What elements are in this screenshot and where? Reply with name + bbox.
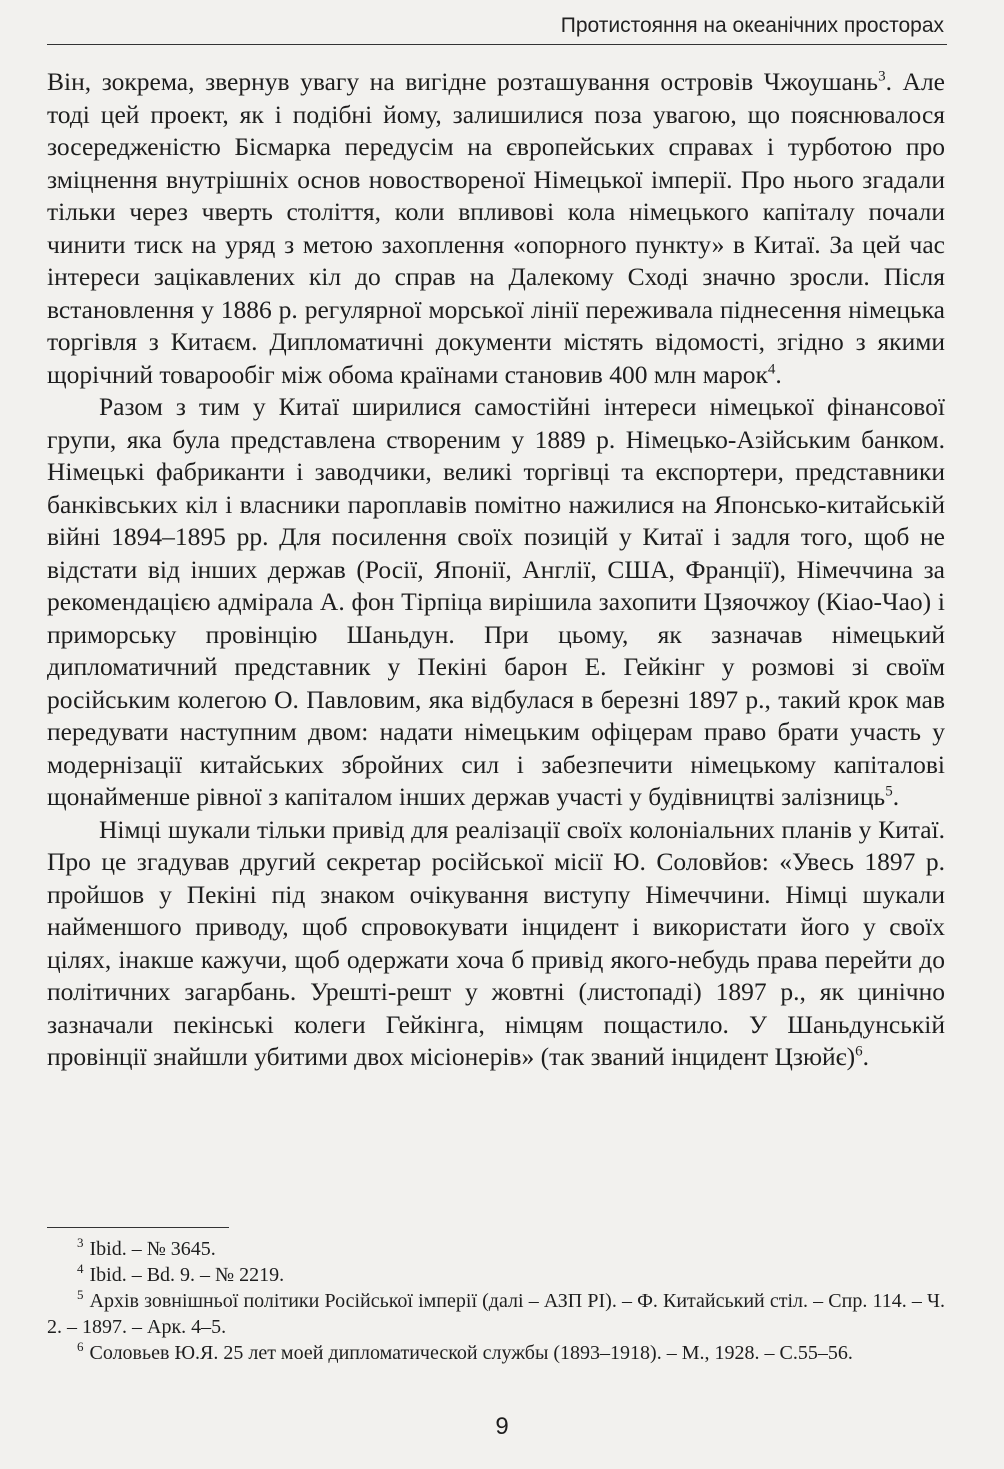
footnote-6	[47, 1340, 945, 1366]
footnote-ref-4: 4	[767, 361, 776, 377]
footnote-text: Соловьев Ю.Я. 25 лет моей дипломатической службы (1893–1918). – М., 1928. – С.55–56.	[89, 1342, 853, 1364]
paragraph-2-text: Разом з тим у Китаї ширилися самостійні інтереси німецької фінансової групи, яка була представлена створеним у 1889 р. Німецько-Азійським банком. Німецькі фабриканти і заводчики, великі торгівці та експортери, представники банківських кіл і власники пароплавів помітно нажилися на Японсько-китайській війні 1894–1895 рр. Для посилення своїх позицій у Китаї і задля того, щоб не відстати від інших держав (Росії, Японії, Англії, США, Франції), Німеччина за рекомендацією адмірала А. фон Тірпіца вирішила захопити Цзяочжоу (Кіао-Чао) і приморську провінцію Шаньдун. При цьому, як зазначав німецький дипломатичний представник у Пекіні барон Е. Гейкінг у розмові зі своїм російським колегою О. Павловим, яка відбулася в березні 1897 р., такий крок мав передувати наступним двом: надати німецьким офіцерам право брати участь у модернізації китайських збройних сил і забезпечити німецькому капіталові щонайменше рівної з капіталом інших держав участі у будівництві залізниць	[47, 392, 945, 811]
footnote-text: Архів зовнішньої політики Російської імперії (далі – АЗП РІ). – Ф. Китайський стіл. – Спр. 114. – Ч. 2. – 1897. – Арк. 4–5.	[47, 1290, 945, 1338]
body-text	[47, 66, 945, 1074]
footnote-ref-6: 6	[855, 1043, 863, 1060]
paragraph-1-end: .	[775, 359, 782, 389]
footnote-4	[47, 1262, 945, 1288]
footnote-text: Ibid. – № 3645.	[89, 1238, 216, 1260]
paragraph-1	[47, 66, 945, 391]
header-rule	[47, 44, 947, 45]
footnote-number: 6	[77, 1339, 84, 1355]
paragraph-3	[47, 814, 945, 1074]
running-head: Протистояння на океанічних просторах	[560, 14, 944, 37]
footnote-number: 3	[77, 1235, 84, 1251]
paragraph-1-text-2: . Але тоді цей проект, як і подібні йому, залишилися поза увагою, що пояснювалося зосередженістю Бісмарка передусім на європейських справах і турботою про зміцнення внутрішніх основ новоствореної Німецької імперії. Про нього згадали тільки через чверть століття, коли впливові кола німецького капіталу почали чинити тиск на уряд з метою захоплення «опорного пункту» в Китаї. За цей час інтереси зацікавлених кіл до справ на Далекому Сході значно зросли. Після встановлення у 1886 р. регулярної морської лінії переживала піднесення німецька торгівля з Китаєм. Дипломатичні документи містять відомості, згідно з якими щорічний товарообіг між обома країнами становив 400 млн марок	[47, 67, 945, 389]
footnote-text: Ibid. – Bd. 9. – № 2219.	[89, 1264, 285, 1286]
paragraph-3-end: .	[862, 1042, 869, 1071]
footnote-ref-5: 5	[885, 783, 893, 800]
paragraph-2-end: .	[892, 782, 900, 811]
footnote-rule	[47, 1227, 229, 1228]
footnote-number: 4	[77, 1261, 84, 1277]
footnotes	[47, 1236, 945, 1366]
footnote-5	[47, 1288, 945, 1340]
footnote-number: 5	[77, 1287, 84, 1303]
paragraph-2	[47, 391, 945, 814]
footnote-ref-3: 3	[878, 68, 886, 85]
paragraph-3-text: Німці шукали тільки привід для реалізації своїх колоніальних планів у Китаї. Про це згадував другий секретар російської місії Ю. Соловйов: «Увесь 1897 р. пройшов у Пекіні під знаком очікування виступу Німеччини. Німці шукали найменшого приводу, щоб спровокувати інцидент і використати його у своїх цілях, інакше кажучи, щоб одержати хоча б привід якого-небудь права перейти до політичних загарбань. Урешті-решт у жовтні (листопаді) 1897 р., як цинічно зазначали пекінські колеги Гейкінга, німцям пощастило. У Шаньдунській провінції знайшли убитими двох місіонерів» (так званий інцидент Цзюйє)	[47, 814, 945, 1071]
page-number: 9	[495, 1413, 509, 1440]
footnote-3	[47, 1236, 945, 1262]
paragraph-1-text: Він, зокрема, звернув увагу на вигідне розташування островів Чжоушань	[47, 67, 879, 96]
